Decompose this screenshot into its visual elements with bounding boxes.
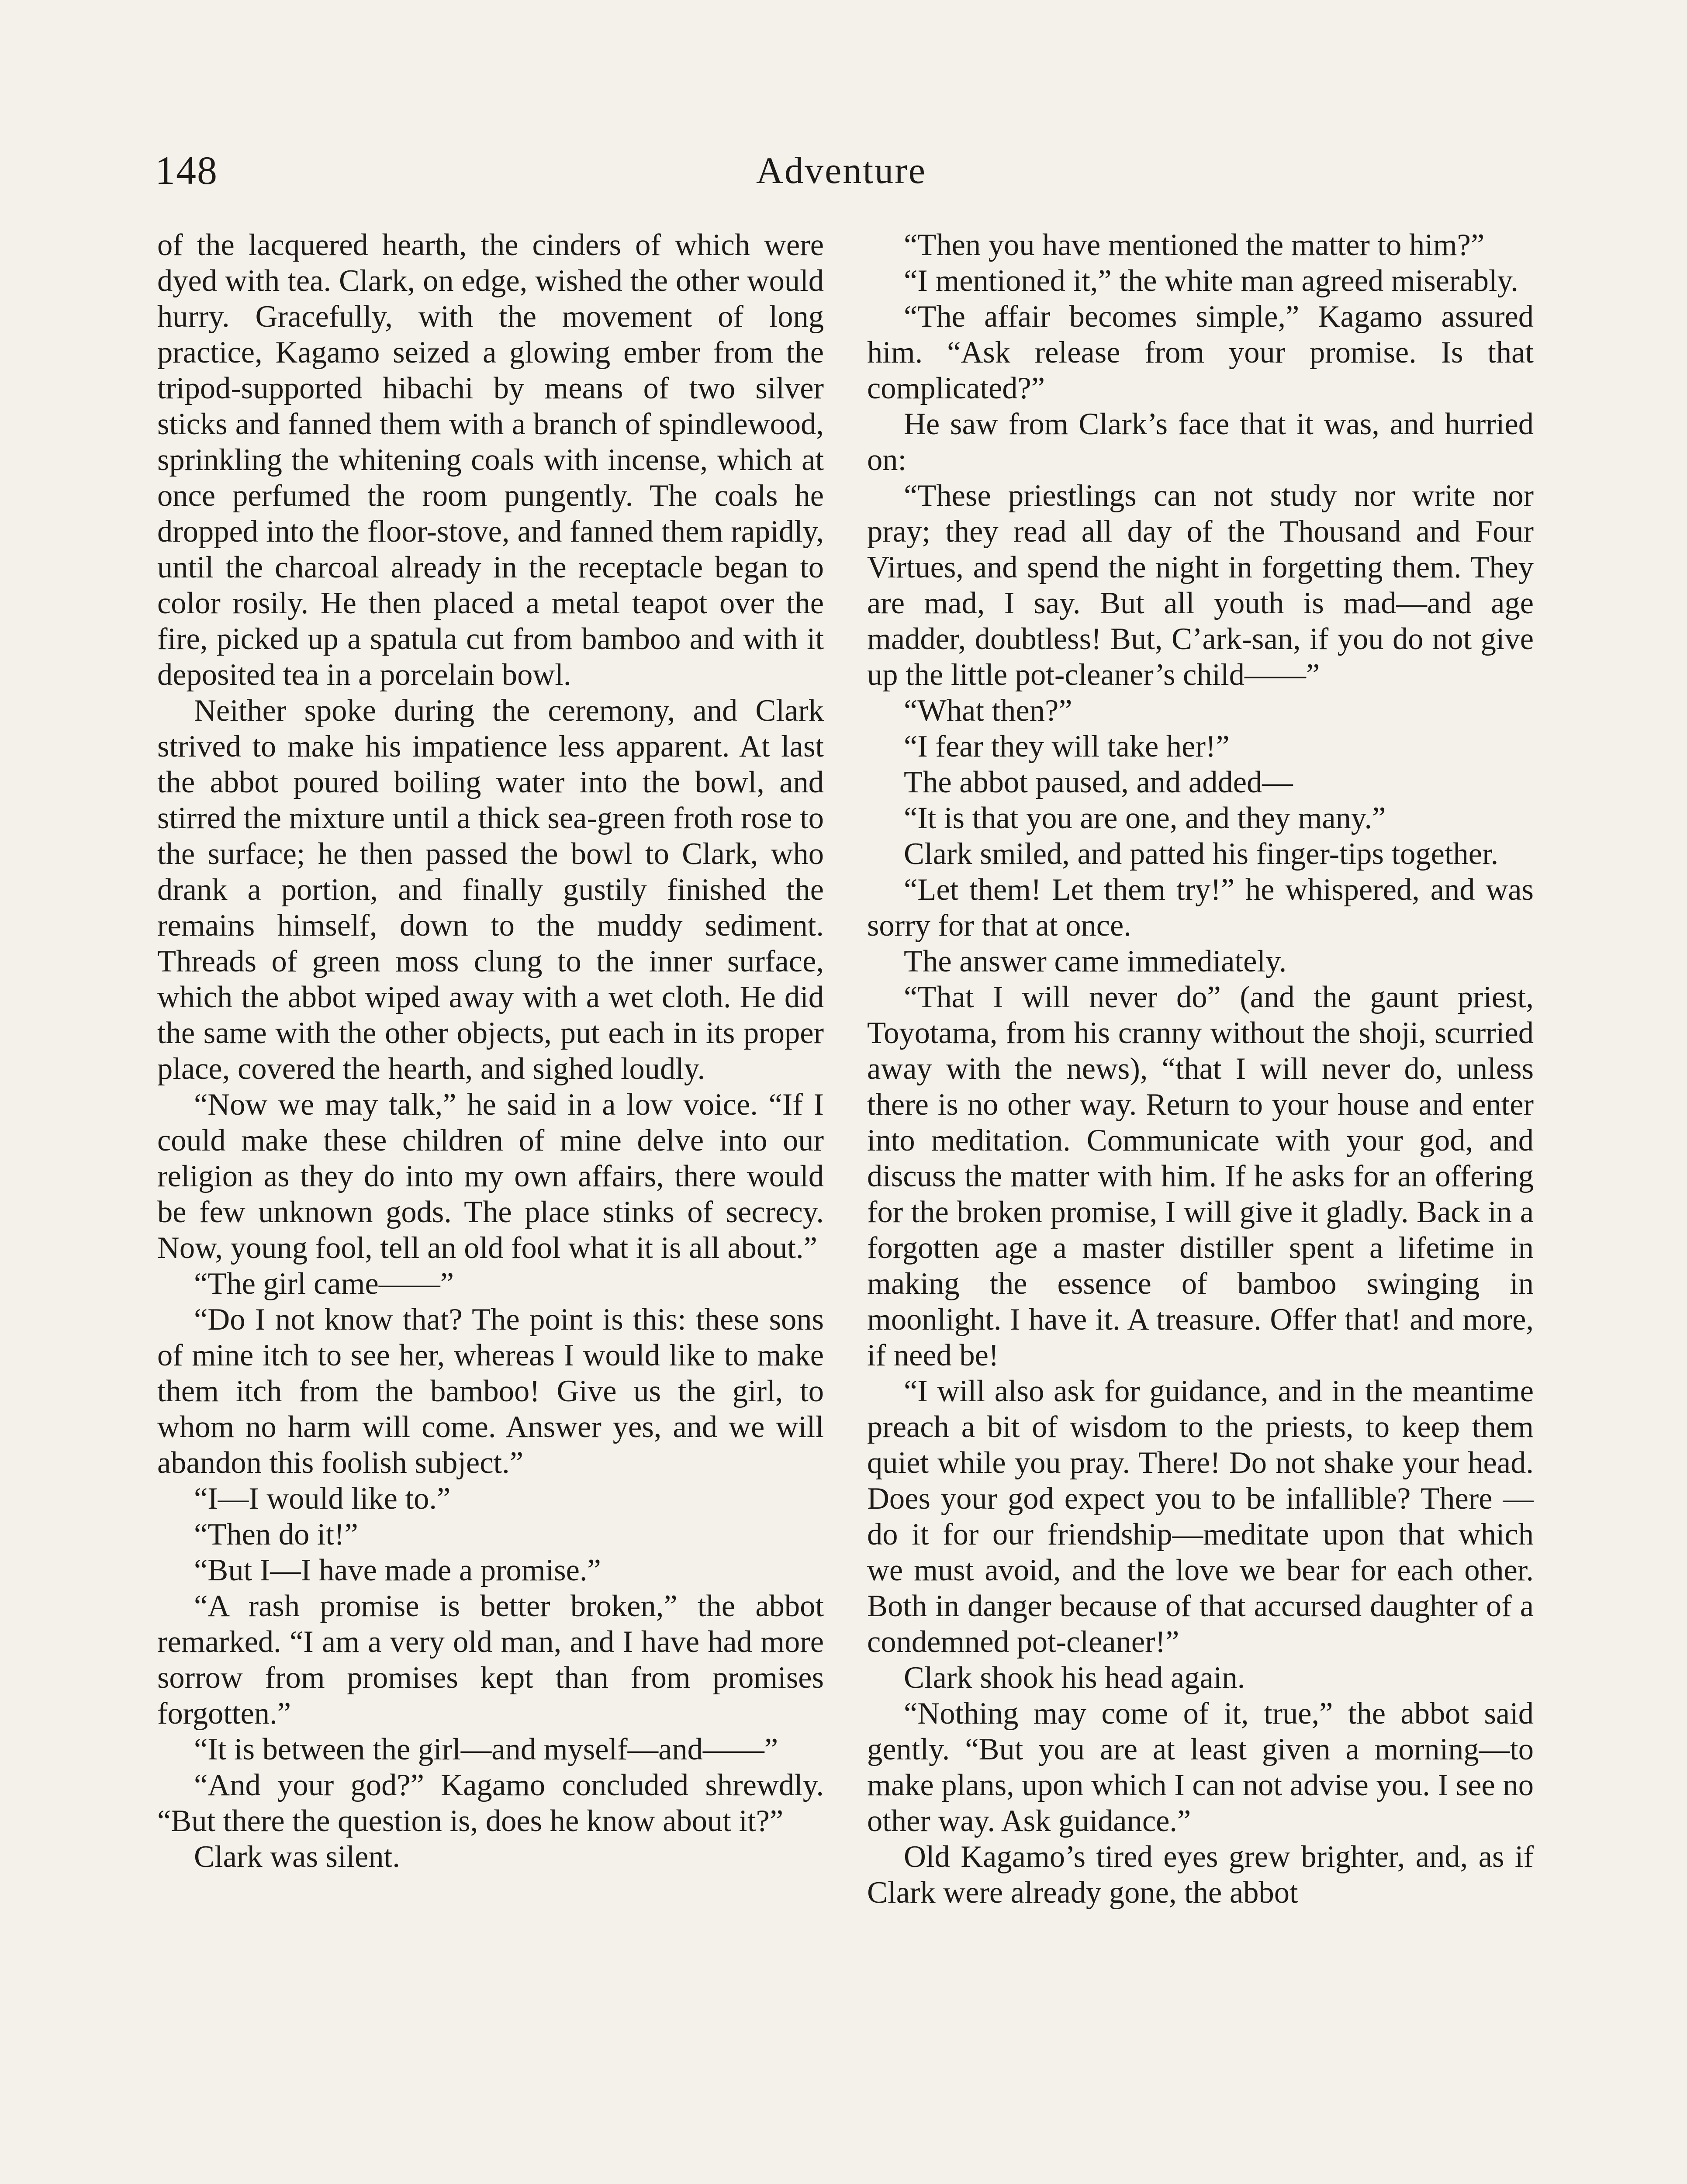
running-title: Adventure: [756, 149, 926, 191]
paragraph: “But I—I have made a promise.”: [194, 1553, 601, 1587]
paragraph: “I mentioned it,” the white man agreed miserably.: [904, 264, 1518, 298]
paragraph: Clark was silent.: [194, 1840, 400, 1874]
paragraph: “The affair becomes simple,” Kagamo assured him. “Ask release from your promise. Is that complicated?”: [867, 300, 1534, 405]
paragraph: of the lacquered hearth, the cinders of which were dyed with tea. Clark, on edge, wished the other would hurry. Gracefully, with the movement of long practice, Kagamo seized a glowing ember from the tripod-supported hibachi by means of two silver sticks and fanned them with a branch of spindlewood, sprinkling the whitening coals with incense, which at once perfumed the room pungently. The coals he dropped into the floor-stove, and fanned them rapidly, until the charcoal already in the receptacle began to color rosily. He then placed a metal teapot over the fire, picked up a spatula cut from bamboo and with it deposited tea in a porcelain bowl.: [157, 228, 824, 692]
paragraph: Clark shook his head again.: [904, 1661, 1245, 1695]
paragraph: “I fear they will take her!”: [904, 729, 1230, 764]
paragraph: “The girl came——”: [194, 1267, 454, 1301]
paragraph: “And your god?” Kagamo concluded shrewdly. “But there the question is, does he know about it?”: [157, 1768, 824, 1838]
paragraph: Neither spoke during the ceremony, and Clark strived to make his impatience less apparent. At last the abbot poured boiling water into the bowl, and stirred the mixture until a thick sea-green froth rose to the surface; he then passed the bowl to Clark, who drank a portion, and finally gustily finished the remains himself, down to the muddy sediment. Threads of green moss clung to the inner surface, which the abbot wiped away with a wet cloth. He did the same with the other objects, put each in its proper place, covered the hearth, and sighed loudly.: [157, 694, 824, 1086]
paragraph: “It is between the girl—and myself—and——”: [194, 1732, 778, 1766]
paragraph: “Now we may talk,” he said in a low voice. “If I could make these children of mine delve into our religion as they do into my own affairs, there would be few unknown gods. The place stinks of secrecy. Now, young fool, tell an old fool what it is all about.”: [157, 1088, 824, 1265]
paragraph: He saw from Clark’s face that it was, and hurried on:: [867, 407, 1534, 477]
paragraph: “It is that you are one, and they many.”: [904, 801, 1386, 835]
paragraph: “A rash promise is better broken,” the abbot remarked. “I am a very old man, and I have had more sorrow from promises kept than from promises forgotten.”: [157, 1589, 824, 1731]
right-column: [867, 227, 1534, 2184]
paragraph: “What then?”: [904, 694, 1072, 728]
paragraph: Clark smiled, and patted his finger-tips together.: [904, 837, 1499, 871]
running-header: [155, 142, 1528, 207]
paragraph: The abbot paused, and added—: [904, 765, 1293, 799]
left-column: [157, 227, 824, 2184]
paragraph: “I—I would like to.”: [194, 1482, 451, 1516]
paragraph: “Do I not know that? The point is this: these sons of mine itch to see her, whereas I would like to make them itch from the bamboo! Give us the girl, to whom no harm will come. Answer yes, and we will abandon this foolish subject.”: [157, 1303, 824, 1480]
paragraph: “That I will never do” (and the gaunt priest, Toyotama, from his cranny without the shoji, scurried away with the news), “that I will never do, unless there is no other way. Return to your house and enter into meditation. Communicate with your god, and discuss the matter with him. If he asks for an offering for the broken promise, I will give it gladly. Back in a forgotten age a master distiller spent a lifetime in making the essence of bamboo swinging in moonlight. I have it. A treasure. Offer that! and more, if need be!: [867, 980, 1534, 1372]
paragraph: “Then you have mentioned the matter to him?”: [904, 228, 1485, 262]
paragraph: “I will also ask for guidance, and in the meantime preach a bit of wisdom to the priests, to keep them quiet while you pray. There! Do not shake your head. Does your god expect you to be infallible? There —do it for our friendship—meditate upon that which we must avoid, and the love we bear for each other. Both in danger because of that accursed daughter of a condemned pot-cleaner!”: [867, 1374, 1534, 1659]
paragraph: The answer came immediately.: [904, 944, 1287, 978]
paragraph: “These priestlings can not study nor write nor pray; they read all day of the Thousand and Four Virtues, and spend the night in forgetting them. They are mad, I say. But all youth is mad—and age madder, doubtless! But, C’ark-san, if you do not give up the little pot-cleaner’s child——”: [867, 479, 1534, 692]
paragraph: “Nothing may come of it, true,” the abbot said gently. “But you are at least given a morning—to make plans, upon which I can not advise you. I see no other way. Ask guidance.”: [867, 1697, 1534, 1838]
paragraph: “Let them! Let them try!” he whispered, and was sorry for that at once.: [867, 873, 1534, 943]
paragraph: “Then do it!”: [194, 1517, 358, 1552]
paragraph: Old Kagamo’s tired eyes grew brighter, and, as if Clark were already gone, the abbot: [867, 1840, 1534, 1910]
page-number: 148: [155, 148, 218, 193]
